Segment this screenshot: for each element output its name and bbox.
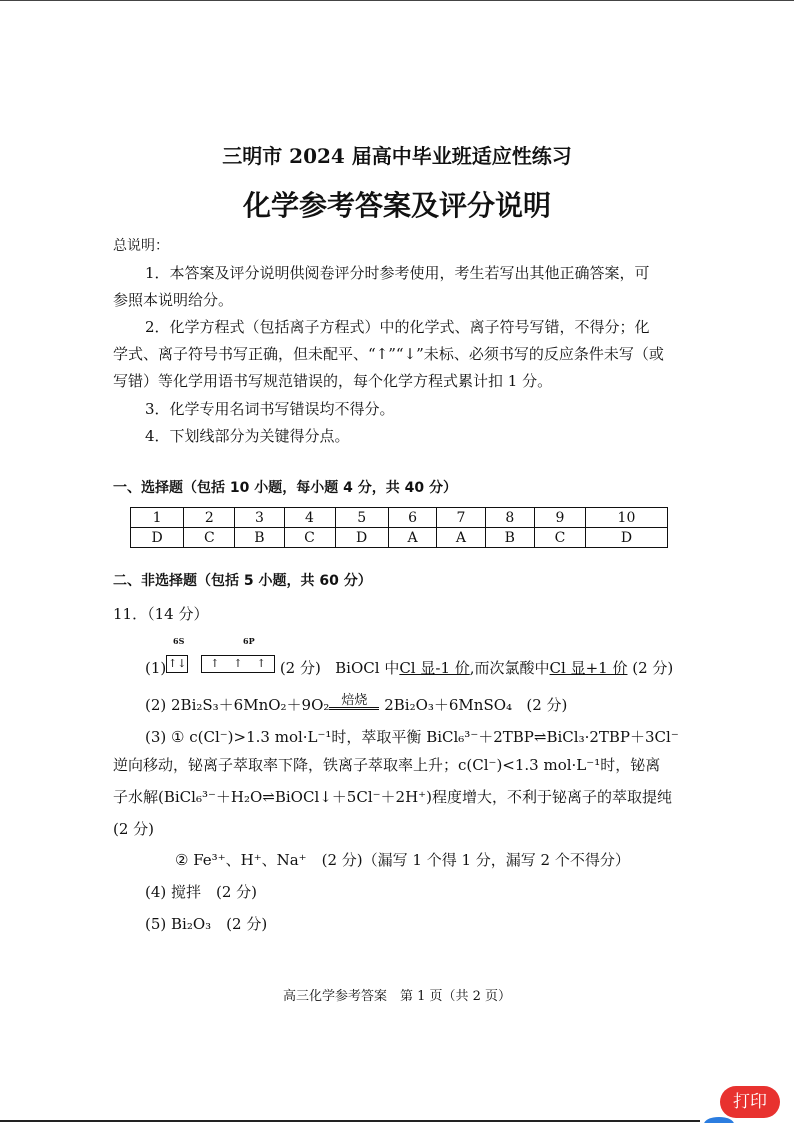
note-2: 2．化学方程式（包括离子方程式）中的化学式、离子符号写错，不得分；化 (145, 318, 650, 336)
orbital-6s-box: ↑↓ (166, 655, 188, 673)
section-2-heading: 二、非选择题（包括 5 小题，共 60 分） (113, 573, 372, 589)
table-cell: 9 (534, 508, 585, 528)
answer-table (130, 507, 668, 548)
print-button[interactable]: 打印 (720, 1086, 780, 1118)
table-row-numbers (131, 508, 668, 528)
table-cell: 2 (184, 508, 235, 528)
table-cell: 8 (485, 508, 534, 528)
top-border (0, 0, 794, 1)
page-footer: 高三化学参考答案 第 1 页（共 2 页） (282, 989, 512, 1004)
table-cell: C (284, 528, 335, 548)
q11-part3-score: (2 分) (113, 820, 155, 838)
note-2b: 学式、离子符号书写正确，但未配平、“↑”“↓”未标、必须书写的反应条件未写（或 (113, 345, 664, 363)
key-point: Cl 显+1 价 (549, 659, 628, 677)
text: BiOCl 中 (335, 659, 400, 677)
score: (2 分) (632, 659, 674, 677)
table-cell: 6 (388, 508, 436, 528)
text: ,而次氯酸中 (469, 659, 550, 677)
equation-left: (2) 2Bi₂S₃＋6MnO₂＋9O₂ (145, 696, 330, 714)
score: (2 分) (526, 696, 568, 714)
note-2c: 写错）等化学用语书写规范错误的，每个化学方程式累计扣 1 分。 (113, 372, 553, 390)
q11-part3-2: ② Fe³⁺、H⁺、Na⁺ (2 分)（漏写 1 个得 1 分，漏写 2 个不得分） (175, 851, 630, 869)
table-cell: D (585, 528, 667, 548)
table-cell: A (437, 528, 485, 548)
note-3: 3．化学专用名词书写错误均不得分。 (145, 400, 395, 418)
floating-icon[interactable] (704, 1117, 734, 1123)
equation-right: 2Bi₂O₃＋6MnSO₄ (384, 696, 513, 714)
exam-title: 三明市 2024 届高中毕业班适应性练习 (222, 144, 572, 168)
key-point: Cl 显-1 价 (399, 659, 470, 677)
table-cell: 5 (335, 508, 388, 528)
q11-part3-line2: 逆向移动，铋离子萃取率下降，铁离子萃取率上升；c(Cl⁻)<1.3 mol·L⁻¹时，铋离 (113, 756, 661, 774)
q11-heading: 11．（14 分） (113, 605, 209, 623)
q11-part4: (4) 搅拌 (2 分) (145, 883, 258, 901)
note-4: 4．下划线部分为关键得分点。 (145, 427, 350, 445)
bottom-border (0, 1120, 700, 1122)
table-cell: B (485, 528, 534, 548)
part-label: (1) (145, 659, 167, 677)
general-heading: 总说明： (113, 238, 169, 254)
orbital-6p-box: ↑ ↑ ↑ (201, 655, 275, 673)
table-row-answers (131, 528, 668, 548)
q11-part3-line1: (3) ① c(Cl⁻)>1.3 mol·L⁻¹时，萃取平衡 BiCl₆³⁻＋2TBP⇌BiCl₃·2TBP＋3Cl⁻ (145, 728, 679, 746)
q11-part2 (145, 695, 567, 715)
orbital-6s-label: 6S (173, 636, 185, 646)
q11-part3-line3: 子水解(BiCl₆³⁻＋H₂O⇌BiOCl↓＋5Cl⁻＋2H⁺)程度增大，不利于铋离子的萃取提纯 (113, 788, 672, 806)
table-cell: D (131, 528, 184, 548)
q11-part5: (5) Bi₂O₃ (2 分) (145, 915, 268, 933)
orbital-6p-label: 6P (243, 636, 255, 646)
table-cell: 7 (437, 508, 485, 528)
table-cell: C (184, 528, 235, 548)
reaction-condition: 焙烧 (329, 695, 379, 710)
note-1: 1．本答案及评分说明供阅卷评分时参考使用，考生若写出其他正确答案，可 (145, 264, 650, 282)
table-cell: 3 (235, 508, 284, 528)
table-cell: 1 (131, 508, 184, 528)
score: (2 分) (279, 659, 321, 677)
q11-part1 (145, 655, 673, 678)
document-title: 化学参考答案及评分说明 (242, 189, 551, 222)
table-cell: 10 (585, 508, 667, 528)
table-cell: C (534, 528, 585, 548)
table-cell: A (388, 528, 436, 548)
note-1b: 参照本说明给分。 (113, 291, 234, 309)
table-cell: D (335, 528, 388, 548)
table-cell: B (235, 528, 284, 548)
table-cell: 4 (284, 508, 335, 528)
section-1-heading: 一、选择题（包括 10 小题，每小题 4 分，共 40 分） (113, 480, 457, 496)
